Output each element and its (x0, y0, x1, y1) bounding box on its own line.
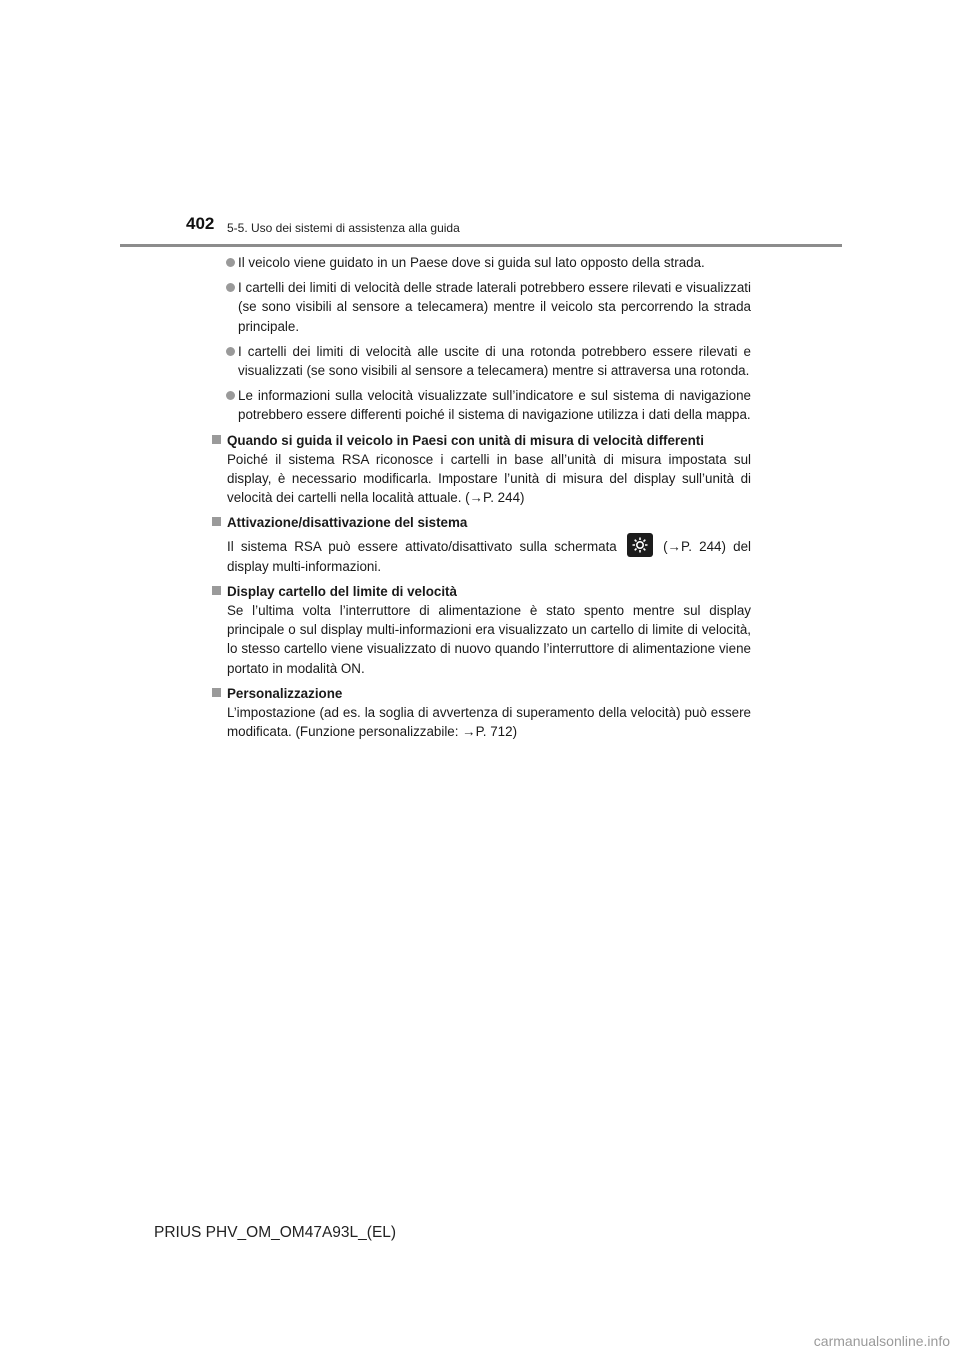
header-divider (120, 244, 842, 247)
section-body-after: (→P. 244) del display multi-informazioni. (227, 538, 751, 574)
bullet-item (211, 253, 751, 272)
bullet-item (211, 386, 751, 424)
section-body-before: Il sistema RSA può essere attivato/disattivato sulla schermata (227, 538, 617, 554)
section-units (211, 431, 751, 508)
section-body: Poiché il sistema RSA riconosce i cartelli in base all’unità di misura impostata sul display, è necessario modificarla. Impostare l’unità di misura del display sull’unità di velocità dei cartelli nella località attuale. (→P. 244) (227, 451, 751, 506)
bullet-dot-icon (226, 258, 235, 267)
bullet-text: Il veicolo viene guidato in un Paese dove si guida sul lato opposto della strada. (238, 255, 705, 270)
bullet-text: I cartelli dei limiti di velocità alle uscite di una rotonda potrebbero essere rilevati e visualizzati (se sono visibili al sensore a telecamera) mentre si attraversa una rotonda. (238, 343, 751, 379)
bullet-dot-icon (226, 391, 235, 400)
section-display (211, 582, 751, 678)
section-heading: Attivazione/disattivazione del sistema (227, 515, 468, 531)
section-heading: Quando si guida il veicolo in Paesi con unità di misura di velocità differenti (227, 432, 704, 448)
bullet-item (211, 342, 751, 380)
section-body: L’impostazione (ad es. la soglia di avvertenza di superamento della velocità) può essere modificata. (Funzione personalizzabile: →P. 712) (227, 705, 751, 740)
bullet-text: Le informazioni sulla velocità visualizzate sull’indicatore e sul sistema di navigazione potrebbero essere differenti poiché il sistema di navigazione utilizza i dati della mappa. (238, 388, 751, 423)
bullet-dot-icon (226, 283, 235, 292)
bullet-dot-icon (226, 347, 235, 356)
watermark: carmanualsonline.info (813, 1333, 950, 1349)
settings-gear-icon (627, 533, 653, 557)
bullet-text: I cartelli dei limiti di velocità delle strade laterali potrebbero essere rilevati e visualizzati (se sono visibili al sensore a telecamera) mentre il veicolo sta percorrendo la strada principale. (238, 280, 751, 334)
page-content (211, 253, 751, 747)
section-square-icon (212, 586, 221, 595)
section-personalization (211, 684, 751, 742)
section-square-icon (212, 435, 221, 444)
page-number: 402 (186, 214, 215, 233)
section-heading: Personalizzazione (227, 685, 343, 701)
bullet-item (211, 278, 751, 336)
section-body (227, 533, 751, 576)
section-activation (211, 513, 751, 575)
section-body: Se l’ultima volta l’interruttore di alimentazione è stato spento mentre sul display principale o sul display multi-informazioni era visualizzato un cartello di limite di velocità, lo stesso cartello viene visualizzato di nuovo quando l’interruttore di alimentazione viene portato in modalità ON. (227, 603, 751, 676)
section-square-icon (212, 517, 221, 526)
section-square-icon (212, 688, 221, 697)
section-heading: Display cartello del limite di velocità (227, 583, 457, 599)
document-code: PRIUS PHV_OM_OM47A93L_(EL) (154, 1224, 397, 1241)
section-title: 5-5. Uso dei sistemi di assistenza alla guida (227, 221, 460, 235)
